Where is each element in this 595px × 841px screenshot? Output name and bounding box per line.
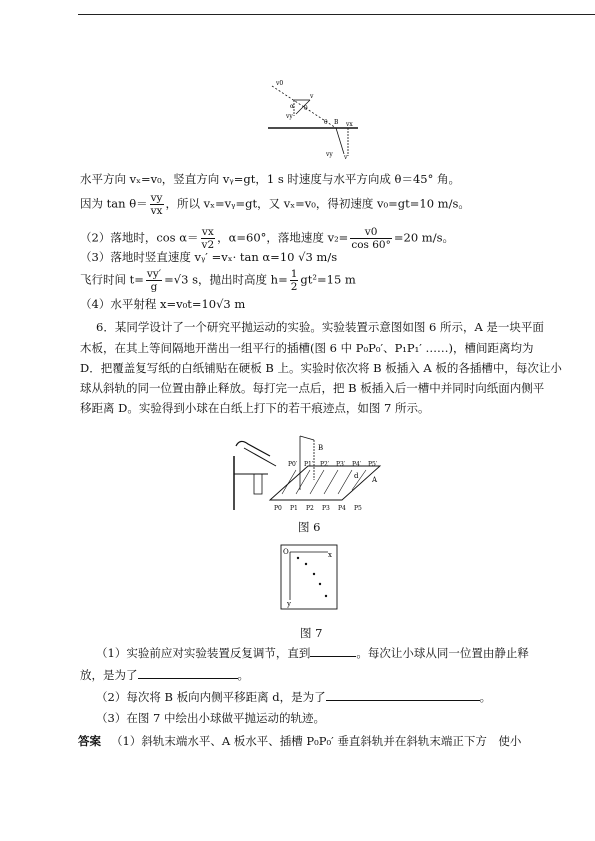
- problem-line-5: 移距离 D。实验得到小球在白纸上打下的若干痕迹点，如图 7 所示。: [80, 401, 430, 415]
- solution-line-2: 因为 tan θ＝ $\frac{vy}{vx}$ ，所以 vₓ=vᵧ=gt，又 vₓ=v₀，得初速度 v₀=gt=10 m/s。: [80, 192, 470, 217]
- solution-line-5: 飞行时间 t= $\frac{vy'}{g}$ =√3 s，抛出时高度 h= $\frac{1}{2}$ gt²=15 m: [80, 268, 356, 293]
- answer-blank-3[interactable]: [326, 689, 480, 701]
- vd-label-0: v0: [276, 80, 284, 87]
- figure-6-apparatus: [230, 430, 390, 512]
- header-rule: [78, 14, 595, 15]
- solution-line-1: 水平方向 vₓ=v₀，竖直方向 vᵧ=gt，1 s 时速度与水平方向成 θ＝45° 角。: [80, 172, 461, 186]
- answer-label: 答案: [78, 734, 101, 748]
- fig6-label-p0: P0: [274, 505, 282, 512]
- fig7-label-o: O: [283, 548, 289, 556]
- vd-label-9: v: [344, 154, 348, 160]
- question-2-line: （2）每次将 B 板向内侧平移距离 d，是为了 。: [96, 690, 492, 704]
- fig6-label-p4p: P4′: [352, 461, 362, 468]
- vd-label-5: θ: [324, 119, 328, 126]
- vd-label-1: v: [310, 93, 314, 100]
- vd-label-3: vy: [286, 113, 293, 120]
- fig6-label-p3p: P3′: [336, 461, 346, 468]
- trace-point: [325, 595, 327, 597]
- solution-line-6: （4）水平射程 x=v₀t=10√3 m: [80, 297, 246, 311]
- trace-point: [297, 557, 299, 559]
- trace-point: [305, 563, 307, 565]
- trace-point: [319, 583, 321, 585]
- velocity-diagram: [266, 76, 360, 160]
- fig6-label-p2: P2: [306, 505, 314, 512]
- problem-line-4: 球从斜轨的同一位置由静止释放。每打完一点后，把 B 板插入后一槽中并同时向纸面内侧平: [80, 381, 545, 395]
- fig6-label-p5: P5: [354, 505, 362, 512]
- vd-label-8: vy: [326, 151, 333, 158]
- question-3-line: （3）在图 7 中绘出小球做平抛运动的轨迹。: [96, 711, 325, 725]
- fig6-label-p4: P4: [338, 505, 346, 512]
- fig6-label-p0p: P0′: [288, 461, 298, 468]
- fig6-label-p1: P1: [290, 505, 298, 512]
- question-1-line-2: 放，是为了 。: [80, 668, 249, 682]
- figure-7-trace: [280, 544, 338, 610]
- solution-line-4: （3）落地时竖直速度 vᵧ′ =vₓ· tan α=10 √3 m/s: [80, 250, 338, 264]
- fig6-label-a: A: [372, 476, 378, 484]
- vd-label-2: α: [290, 103, 295, 110]
- answer-blank-2[interactable]: [138, 667, 238, 679]
- problem-line-1: 6．某同学设计了一个研究平抛运动的实验。实验装置示意图如图 6 所示，A 是一块平面: [96, 320, 544, 334]
- fig7-label-x: x: [328, 551, 332, 559]
- figure-7-caption: 图 7: [300, 626, 323, 640]
- fig7-label-y: y: [287, 600, 291, 608]
- fig6-label-p2p: P2′: [320, 461, 330, 468]
- fig6-label-d: d: [354, 472, 359, 480]
- fig6-label-p1p: P1′: [304, 461, 314, 468]
- trace-point: [313, 573, 315, 575]
- answer-blank-1[interactable]: [310, 645, 356, 657]
- figure-6-caption: 图 6: [298, 520, 321, 534]
- vd-label-6: B: [334, 119, 339, 126]
- question-1-line-1: （1）实验前应对实验装置反复调节，直到 。每次让小球从同一位置由静止释: [96, 646, 529, 660]
- fig6-label-p3: P3: [322, 505, 330, 512]
- vd-label-7: vx: [346, 121, 353, 128]
- vd-label-4: θ: [304, 105, 308, 112]
- answer-line: [78, 734, 521, 748]
- problem-line-3: D．把覆盖复写纸的白纸铺贴在硬板 B 上。实验时依次将 B 板插入 A 板的各插槽中，每次让小: [80, 361, 562, 375]
- fig6-label-b: B: [318, 444, 324, 452]
- problem-line-2: 木板，在其上等间隔地开凿出一组平行的插槽(图 6 中 P₀P₀′、P₁P₁′ ……)，槽间距离均为: [80, 341, 534, 355]
- solution-line-3: （2）落地时，cos α＝ $\frac{vx}{v2}$ ，α=60°，落地速度 v₂= $\frac{v0}{\cos 60^\circ}$ =20 m/s。: [80, 226, 454, 251]
- answer-text: （1）斜轨末端水平、A 板水平、插槽 P₀P₀′ 垂直斜轨并在斜轨末端正下方 使小: [111, 734, 522, 748]
- fig6-label-p5p: P5′: [368, 461, 378, 468]
